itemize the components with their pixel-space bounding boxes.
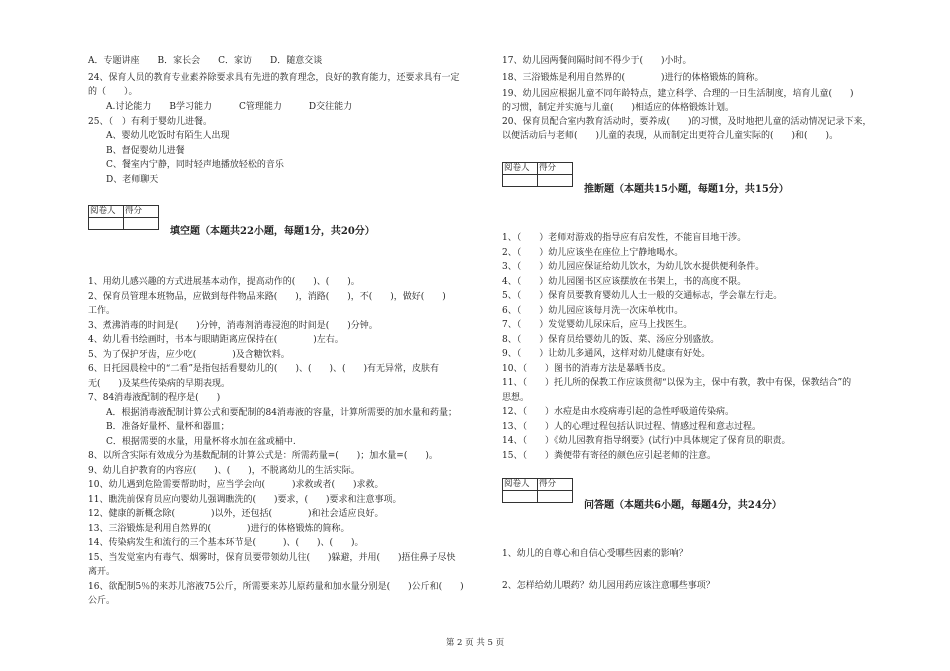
qa-question: 1、幼儿的自尊心和自信心受哪些因素的影响？ <box>502 549 688 559</box>
grader-cell <box>503 175 538 187</box>
fill-question-option: C．根据需要的水量，用量杯将水加在盆或桶中. <box>88 437 296 447</box>
question-25-option-b: B、督促婴幼儿进餐 <box>88 146 185 156</box>
score-header: 得分 <box>538 163 573 175</box>
grader-header: 阅卷人 <box>503 163 538 175</box>
judge-question: 1、（ ）老师对游戏的指导应有启发性，不能盲目地干涉。 <box>502 233 747 243</box>
grader-header: 阅卷人 <box>89 206 124 218</box>
judge-question: 8、（ ）保育员给婴幼儿的饭、菜、汤应分别盛放。 <box>502 335 720 345</box>
judge-question: 14、（ ）《幼儿园教育指导纲要》(试行)中具体规定了保育员的职责。 <box>502 436 791 446</box>
question-24-cont: 的（ ）。 <box>88 87 138 97</box>
fill-question-cont: 公斤。 <box>88 596 116 606</box>
qa-section-title: 问答题（本题共6小题，每题4分，共24分） <box>584 500 782 511</box>
fill-question: 17、幼儿园两餐间隔时间不得少于( )小时。 <box>502 56 692 66</box>
question-25-option-c: C、餐室内宁静，同时轻声地播放轻松的音乐 <box>88 160 284 170</box>
judge-section-title: 推断题（本题共15小题，每题1分，共15分） <box>584 184 789 195</box>
question-24: 24、保育人员的教育专业素养除要求具有先进的教育理念，良好的教育能力，还要求具有一定 <box>88 73 460 83</box>
score-header: 得分 <box>538 479 573 491</box>
judge-question-cont: 思想。 <box>502 393 530 403</box>
score-cell <box>538 491 573 503</box>
judge-question: 15、（ ）粪便带有寄径的颜色应引起老师的注意。 <box>502 451 716 461</box>
fill-question: 6、日托园晨检中的“二看”是指包括看婴幼儿的( )、( )、( )有无异常，皮肤有 <box>88 364 439 374</box>
score-table <box>502 478 573 503</box>
fill-question: 12、健康的新概念除( )以外，还包括( )和社会适应良好。 <box>88 509 384 519</box>
fill-question: 4、幼儿看书绘画时，书本与眼睛距离应保持在( )左右。 <box>88 335 344 345</box>
judge-question: 6、（ ）幼儿园应该每月洗一次床单枕巾。 <box>502 306 684 316</box>
fill-question: 3、煮沸消毒的时间是( )分钟，消毒剂消毒浸泡的时间是( )分钟。 <box>88 321 378 331</box>
grader-header: 阅卷人 <box>503 479 538 491</box>
judge-question: 4、（ ）幼儿园图书区应该摆放在书架上，书的高度不限。 <box>502 277 747 287</box>
option-line: A．专题讲座 B．家长会 C．家访 D．随意交谈 <box>88 56 323 66</box>
score-table <box>88 205 159 230</box>
score-table <box>502 162 573 187</box>
score-cell <box>538 175 573 187</box>
page-number: 第 2 页 共 5 页 <box>445 638 505 648</box>
fill-question: 7、84消毒液配制的程序是( ) <box>88 393 221 403</box>
fill-question: 18、三浴锻炼是利用自然界的( )进行的体格锻炼的简称。 <box>502 73 764 83</box>
fill-in-section-title: 填空题（本题共22小题，每题1分，共20分） <box>170 226 375 237</box>
judge-question: 2、（ ）幼儿应该坐在座位上宁静地喝水。 <box>502 248 684 258</box>
fill-question: 11、瞧洗前保育员应向婴幼儿强调瞧洗的( )要求，( )要求和注意事项。 <box>88 495 402 505</box>
question-24-options: A.讨论能力 B学习能力 C管理能力 D交往能力 <box>88 102 353 112</box>
fill-question: 8、以所含实际有效成分为基数配制的计算公式是：所需药量=( )；加水量=( )。 <box>88 451 438 461</box>
fill-question: 13、三浴锻炼是利用自然界的( )进行的体格锻炼的简称。 <box>88 524 350 534</box>
fill-question: 2、保育员管理本班物品，应做到每件物品来路( )，消路( )，不( )，做好( ) <box>88 292 446 302</box>
fill-question: 14、传染病发生和流行的三个基本环节是( )、( )、( )。 <box>88 538 364 548</box>
fill-question: 20、保育员配合室内教育活动时，要养成( )的习惯，及时地把儿童的活动情况记录下来， <box>502 117 872 127</box>
judge-question: 5、（ ）保育员要教育婴幼儿人士一般的交通标志，学会靠左行走。 <box>502 291 783 301</box>
fill-question-cont: 无( )及某些传染病的早期表现。 <box>88 379 231 389</box>
fill-question: 16、欲配制5％的来苏儿溶液75公斤，所需要来苏儿原药量和加水量分别是( )公斤和( ) <box>88 582 464 592</box>
fill-question: 9、幼儿自护教育的内容应( )、( )，不脱离幼儿的生活实际。 <box>88 466 360 476</box>
judge-question: 9、（ ）让幼儿多通风，这样对幼儿健康有好处。 <box>502 349 711 359</box>
fill-question: 19、幼儿园应根据儿童不同年龄特点，建立科学、合理的一日生活制度，培育儿童( ) <box>502 89 854 99</box>
fill-question-cont: 的习惯，制定并实施与儿童( )相适应的体格锻炼计划。 <box>502 103 735 113</box>
grader-cell <box>89 218 124 230</box>
judge-question: 11、（ ）托儿所的保教工作应该贯彻“以保为主，保中有教，教中有保，保教结合”的 <box>502 378 852 388</box>
fill-question-option: B．准备好量杯、量杯和器皿； <box>88 422 230 432</box>
qa-question: 2、怎样给幼儿喂药？幼儿园用药应该注意哪些事项？ <box>502 581 715 591</box>
question-25-option-a: A、婴幼儿吃饭时有陌生人出现 <box>88 131 230 141</box>
judge-question: 12、（ ）水痘是由水疫病毒引起的急性呼吸道传染病。 <box>502 407 734 417</box>
fill-question: 15、当发觉室内有毒气、烟雾时，保育员要带领幼儿往( )躲避，并用( )捂住鼻子尽快 <box>88 553 456 563</box>
fill-question-option: A．根据消毒液配制计算公式和要配制的84消毒液的容量，计算所需要的加水量和药量； <box>88 408 457 418</box>
grader-cell <box>503 491 538 503</box>
judge-question: 10、（ ）图书的消毒方法是暴晒书皮。 <box>502 364 671 374</box>
fill-question: 1、用幼儿感兴趣的方式进展基本动作，提高动作的( )、( )。 <box>88 277 360 287</box>
judge-question: 7、（ ）发觉婴幼儿尿床后，应马上找医生。 <box>502 320 693 330</box>
score-cell <box>124 218 159 230</box>
fill-question-cont: 以便活动后与老师( )儿童的表现，从而制定出更符合儿童实际的( )和( )。 <box>502 131 839 141</box>
fill-question: 5、为了保护牙齿，应少吃( )及含糖饮料。 <box>88 350 290 360</box>
fill-question: 10、幼儿遇到危险需要帮助时，应当学会向( )求救或者( )求救。 <box>88 480 384 490</box>
fill-question-cont: 工作。 <box>88 306 116 316</box>
question-25-option-d: D、老师聊天 <box>88 175 159 185</box>
judge-question: 13、（ ）人的心理过程包括认识过程、情感过程和意志过程。 <box>502 422 761 432</box>
fill-question-cont: 离开。 <box>88 567 116 577</box>
score-header: 得分 <box>124 206 159 218</box>
judge-question: 3、（ ）幼儿园应保证给幼儿饮水，为幼儿饮水提供便利条件。 <box>502 262 765 272</box>
question-25: 25、（ ）有利于婴幼儿进餐。 <box>88 117 212 127</box>
